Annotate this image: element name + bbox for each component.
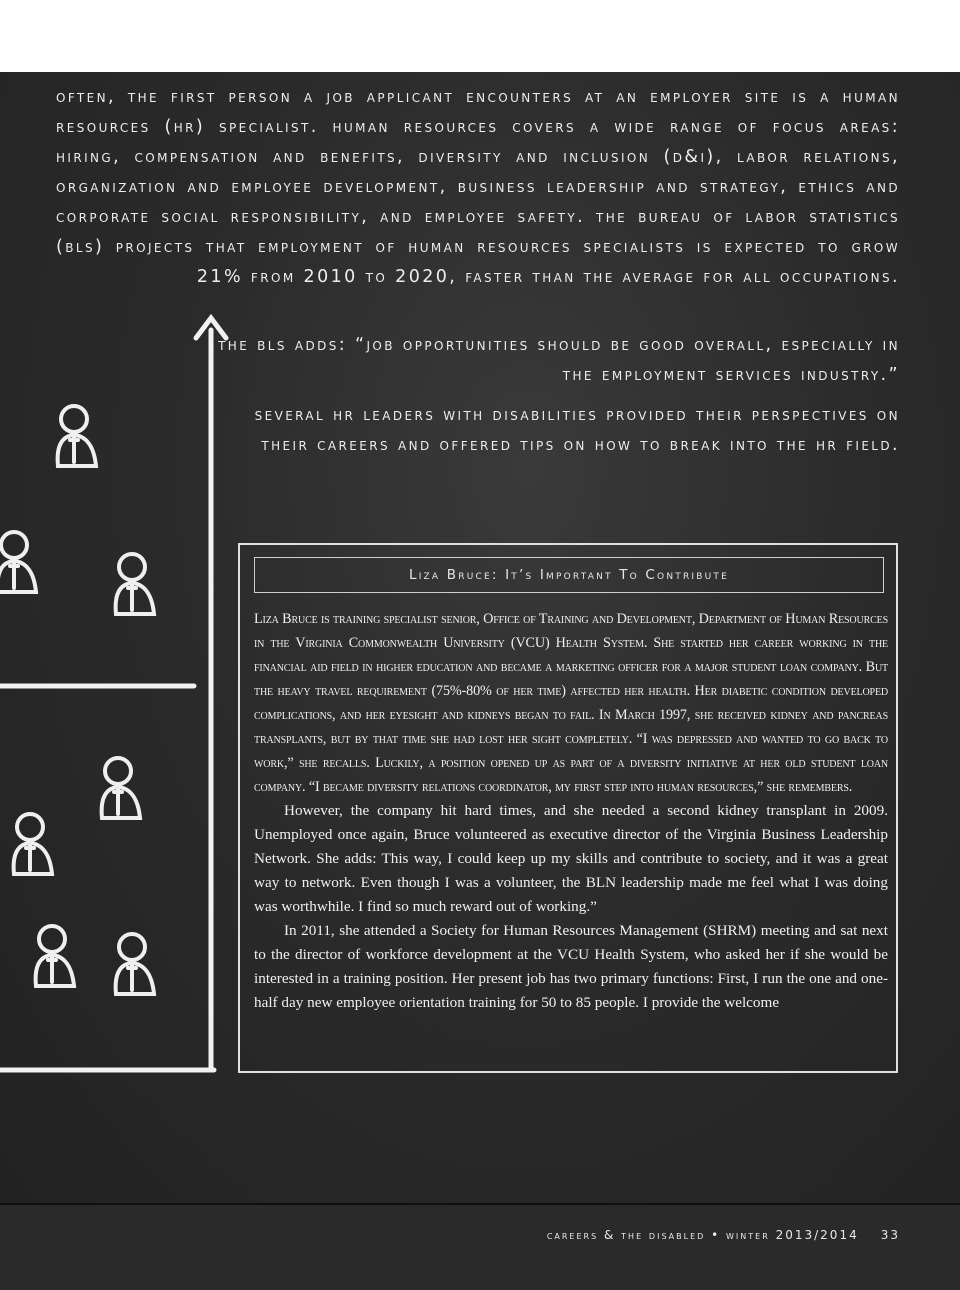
person-icon [28,922,80,990]
bls-quote: the bls adds: “job opportunities should be good overall, especially in the employment services industry.” [218,335,900,385]
person-icon [94,754,146,822]
sidebar-title: Liza Bruce: It’s Important To Contribute [254,557,884,593]
person-icon [0,528,42,596]
sidebar-body [254,607,888,1015]
person-icon [108,930,160,998]
intro-closing: several hr leaders with disabilities provided their perspectives on their careers and offered tips on how to break into the hr field. [254,405,900,455]
page-number: 33 [880,1228,900,1242]
sidebar-paragraph: In 2011, she attended a Society for Human Resources Management (SHRM) meeting and sat next to the director of workforce development at the VCU Health System, who asked her if she would be interested in a training position. Her present job has two primary functions: First, I run the one and one-half day new employee orientation training for 50 to 85 people. I provide the welcome [254,922,888,1011]
publication-name: careers & the disabled • winter 2013/2014 [546,1228,859,1242]
profile-sidebar [238,543,898,1073]
sidebar-paragraph: However, the company hit hard times, and she needed a second kidney transplant in 2009. Unemployed once again, Bruce volunteered as executive director of the Virginia Business Leadership Network. She adds: This way, I could keep up my skills and contribute to society, and it was a great way to network. Even though I was a volunteer, the BLN leadership made me feel what I was doing was worthwhile. I find so much reward out of working.” [254,802,888,915]
sidebar-paragraph: Liza Bruce is training specialist senior, Office of Training and Development, Department of Human Resources in the Virginia Commonwealth University (VCU) Health System. She started her career working in the financial aid field in higher education and became a marketing officer for a major student loan company. But the heavy travel requirement (75%-80% of her time) affected her health. Her diabetic condition developed complications, and her eyesight and kidneys began to fail. In March 1997, she received kidney and pancreas transplants, but by that time she had lost her sight completely. “I was depressed and wanted to go back to work,” she recalls. Luckily, a position opened up as part of a diversity initiative at her old student loan company. “I became diversity relations coordinator, my first step into human resources,” she remembers. [254,611,888,795]
page-footer [547,1228,900,1242]
person-icon [108,550,160,618]
person-icon [6,810,58,878]
person-icon [50,402,102,470]
intro-paragraph: often, the first person a job applicant encounters at an employer site is a human resources (hr) specialist. human resources covers a wide range of focus areas: hiring, compensation and benefits, diversity and inclusion (d&i), labor relations, organization and employee development, business leadership and strategy, ethics and corporate social responsibility, and employee safety. the bureau of labor statistics (bls) projects that employment of human resources specialists is expected to grow 21% from 2010 to 2020, faster than the average for all occupations. [56,87,900,287]
footer-band [0,1205,960,1290]
